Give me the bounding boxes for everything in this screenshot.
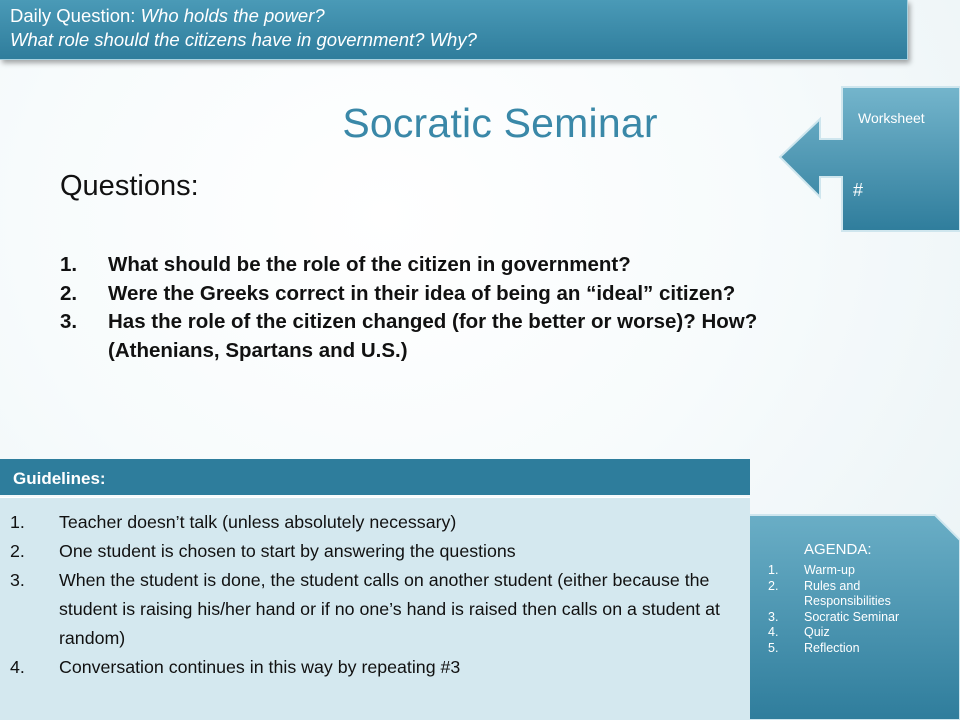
guideline-item xyxy=(10,537,740,566)
question-text: What should be the role of the citizen in government? xyxy=(108,253,631,276)
agenda-item xyxy=(768,641,948,657)
question-item xyxy=(60,308,780,365)
question-number: 2. xyxy=(60,281,78,305)
guidelines-body xyxy=(0,497,750,720)
question-item xyxy=(60,280,780,309)
daily-question-line-1 xyxy=(10,4,907,28)
agenda-item xyxy=(768,579,948,610)
questions-heading: Questions: xyxy=(60,170,199,202)
guidelines-list xyxy=(10,508,740,682)
guideline-number: 1. xyxy=(10,512,25,532)
agenda-text: Socratic Seminar xyxy=(804,609,900,624)
daily-question-line-2 xyxy=(10,28,907,52)
agenda-item xyxy=(768,610,948,626)
agenda-item xyxy=(768,563,948,579)
agenda-item xyxy=(768,625,948,641)
agenda-number: 4. xyxy=(768,625,779,639)
agenda-number: 5. xyxy=(768,640,779,655)
agenda-number: 1. xyxy=(768,563,779,577)
worksheet-arrow-shape xyxy=(780,87,960,231)
daily-question-text: Who holds the power? xyxy=(140,5,325,26)
question-number: 1. xyxy=(60,253,78,276)
agenda-heading: AGENDA: xyxy=(804,541,872,558)
question-text: Were the Greeks correct in their idea of being an “ideal” citizen? xyxy=(108,281,736,305)
agenda-number: 2. xyxy=(768,578,779,593)
question-number: 3. xyxy=(60,310,78,333)
guideline-text: Teacher doesn’t talk (unless absolutely necessary) xyxy=(59,512,457,532)
guideline-item xyxy=(10,508,740,537)
guideline-item xyxy=(10,653,740,682)
agenda-number: 3. xyxy=(768,609,779,624)
agenda-text: Reflection xyxy=(804,640,860,655)
worksheet-number: # xyxy=(853,180,864,200)
question-text: Has the role of the citizen changed (for the better or worse)? How? (Athenians, Spartans and U.S.) xyxy=(108,310,758,362)
agenda-text: Warm-up xyxy=(804,563,855,577)
guidelines-heading: Guidelines: xyxy=(0,459,750,495)
slide-title: Socratic Seminar xyxy=(342,100,658,146)
guideline-text: Conversation continues in this way by repeating #3 xyxy=(59,657,461,677)
daily-question-prefix: Daily Question: xyxy=(10,5,141,26)
daily-question-banner xyxy=(0,0,908,60)
daily-question-line-2-text: What role should the citizens have in government? Why? xyxy=(10,29,477,50)
worksheet-label: Worksheet xyxy=(858,110,925,126)
worksheet-tab xyxy=(778,85,960,233)
agenda-list xyxy=(768,563,948,656)
guideline-number: 3. xyxy=(10,570,25,590)
guideline-text: When the student is done, the student calls on another student (either because the student is raising his/her hand or if no one’s hand is raised then calls on a student at random) xyxy=(59,570,720,648)
guideline-text: One student is chosen to start by answering the questions xyxy=(59,541,516,561)
question-item xyxy=(60,251,780,280)
guideline-number: 2. xyxy=(10,541,25,561)
guideline-item xyxy=(10,566,740,653)
agenda-text: Quiz xyxy=(804,625,830,639)
guideline-number: 4. xyxy=(10,657,25,677)
agenda-text: Rules and Responsibilities xyxy=(804,578,891,608)
questions-list xyxy=(60,251,780,365)
